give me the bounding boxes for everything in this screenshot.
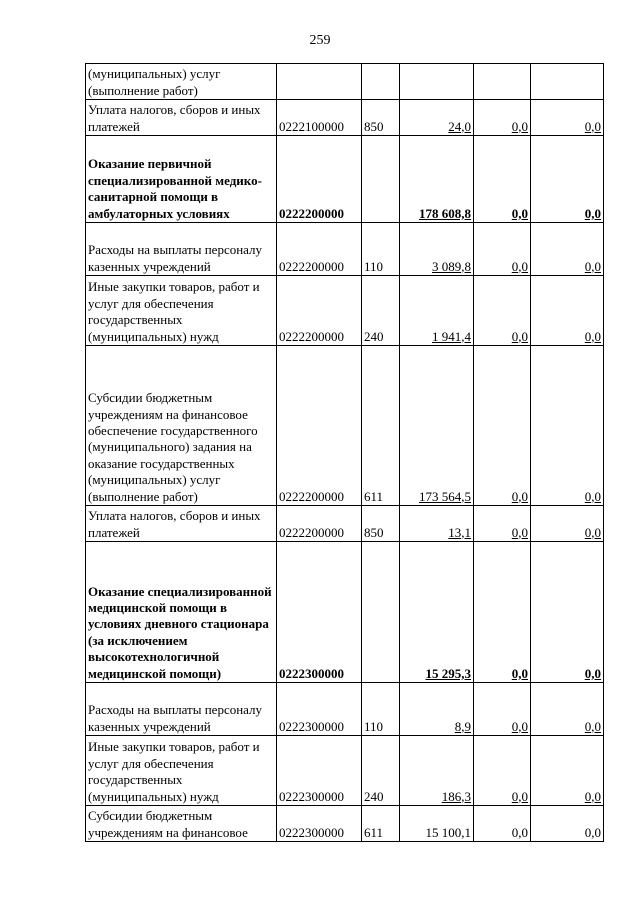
row-name-cell: Расходы на выплаты персоналу казенных учреждений <box>86 223 277 276</box>
amount-cell-3: 0,0 <box>584 488 601 504</box>
table-row <box>86 223 604 276</box>
target-code-cell: 0222200000 <box>277 506 362 542</box>
amount-cell-3: 0,0 <box>584 524 601 540</box>
section-name-cell: Оказание первичной специализированной медико-санитарной помощи в амбулаторных условиях <box>86 136 277 223</box>
table-row <box>86 506 604 542</box>
amount-cell <box>400 64 474 100</box>
expense-type-cell: 850 <box>362 100 400 136</box>
table-row-section <box>86 542 604 683</box>
amount-cell-2: 0,0 <box>511 205 528 221</box>
table-row <box>86 276 604 346</box>
amount-cell: 173 564,5 <box>419 488 471 504</box>
row-name-cell: Уплата налогов, сборов и иных платежей <box>86 100 277 136</box>
section-name-cell: Оказание специализированной медицинской помощи в условиях дневного стационара (за исключением высокотехнологичной медицинской помощи) <box>86 542 277 683</box>
amount-cell: 15 295,3 <box>425 665 471 681</box>
row-name-cell: Субсидии бюджетным учреждениям на финансовое <box>86 806 277 842</box>
amount-cell-3: 0,0 <box>584 328 601 344</box>
table-row <box>86 806 604 842</box>
expense-type-cell <box>362 542 400 683</box>
target-code-cell: 0222300000 <box>277 736 362 806</box>
target-code-cell: 0222200000 <box>277 276 362 346</box>
amount-cell-3: 0,0 <box>584 824 601 840</box>
target-code-cell <box>277 64 362 100</box>
expense-type-cell: 110 <box>362 683 400 736</box>
amount-cell: 1 941,4 <box>432 328 471 344</box>
expense-type-cell: 850 <box>362 506 400 542</box>
row-name-cell: (муниципальных) услуг (выполнение работ) <box>86 64 277 100</box>
amount-cell: 186,3 <box>441 788 471 804</box>
row-name-cell: Иные закупки товаров, работ и услуг для обеспечения государственных (муниципальных) нужд <box>86 276 277 346</box>
amount-cell-2: 0,0 <box>511 718 528 734</box>
table-row <box>86 683 604 736</box>
amount-cell-2: 0,0 <box>511 824 528 840</box>
target-code-cell: 0222100000 <box>277 100 362 136</box>
expense-type-cell: 240 <box>362 736 400 806</box>
amount-cell-3 <box>531 64 604 100</box>
row-name-cell: Расходы на выплаты персоналу казенных учреждений <box>86 683 277 736</box>
budget-table <box>85 63 604 842</box>
target-code-cell: 0222300000 <box>277 806 362 842</box>
amount-cell: 24,0 <box>448 118 471 134</box>
amount-cell-3: 0,0 <box>584 258 601 274</box>
amount-cell-2: 0,0 <box>511 524 528 540</box>
amount-cell-3: 0,0 <box>584 665 601 681</box>
amount-cell: 3 089,8 <box>432 258 471 274</box>
table-row <box>86 736 604 806</box>
row-name-cell: Субсидии бюджетным учреждениям на финансовое обеспечение государственного (муниципального) задания на оказание государственных (муниципальных) услуг (выполнение работ) <box>86 346 277 506</box>
amount-cell-2: 0,0 <box>511 788 528 804</box>
expense-type-cell: 611 <box>362 806 400 842</box>
amount-cell-3: 0,0 <box>584 718 601 734</box>
amount-cell-2: 0,0 <box>511 488 528 504</box>
amount-cell: 178 608,8 <box>419 205 471 221</box>
row-name-cell: Иные закупки товаров, работ и услуг для обеспечения государственных (муниципальных) нужд <box>86 736 277 806</box>
expense-type-cell: 611 <box>362 346 400 506</box>
target-code-cell: 0222200000 <box>277 223 362 276</box>
amount-cell-2: 0,0 <box>511 665 528 681</box>
amount-cell-2: 0,0 <box>511 258 528 274</box>
table-row <box>86 100 604 136</box>
table-row <box>86 64 604 100</box>
amount-cell-2: 0,0 <box>511 118 528 134</box>
expense-type-cell: 110 <box>362 223 400 276</box>
amount-cell-3: 0,0 <box>584 205 601 221</box>
target-code-cell: 0222200000 <box>277 136 362 223</box>
amount-cell: 15 100,1 <box>425 824 471 840</box>
table-row-section <box>86 136 604 223</box>
expense-type-cell <box>362 64 400 100</box>
amount-cell-2 <box>474 64 531 100</box>
amount-cell-2: 0,0 <box>511 328 528 344</box>
row-name-cell: Уплата налогов, сборов и иных платежей <box>86 506 277 542</box>
target-code-cell: 0222300000 <box>277 542 362 683</box>
amount-cell-3: 0,0 <box>584 118 601 134</box>
amount-cell-3: 0,0 <box>584 788 601 804</box>
expense-type-cell <box>362 136 400 223</box>
target-code-cell: 0222200000 <box>277 346 362 506</box>
page-number: 259 <box>309 33 331 48</box>
expense-type-cell: 240 <box>362 276 400 346</box>
amount-cell: 13,1 <box>448 524 471 540</box>
amount-cell: 8,9 <box>454 718 471 734</box>
table-row <box>86 346 604 506</box>
target-code-cell: 0222300000 <box>277 683 362 736</box>
